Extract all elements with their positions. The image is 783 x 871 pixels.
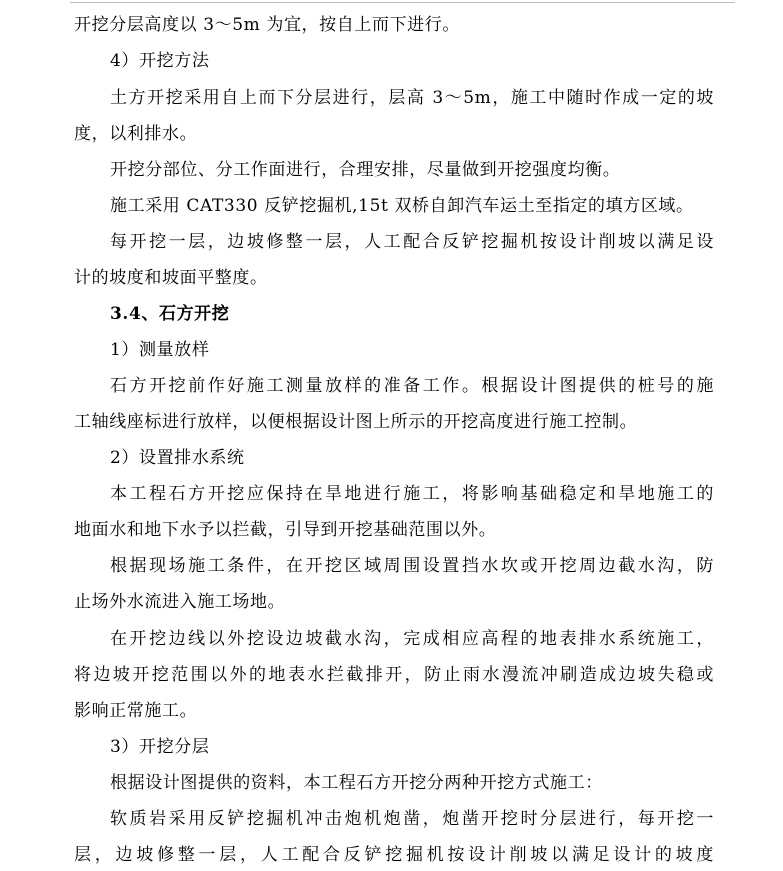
paragraph-line: 地面水和地下水予以拦截，引导到开挖基础范围以外。: [74, 520, 497, 540]
paragraph-line: 影响正常施工。: [74, 701, 198, 721]
paragraph-line: 本工程石方开挖应保持在旱地进行施工，将影响基础稳定和旱地施工的: [110, 484, 714, 504]
subsection-heading-excavation-method: 4）开挖方法: [110, 51, 210, 71]
subsection-heading-drainage: 2）设置排水系统: [110, 448, 245, 468]
paragraph-line: 土方开挖采用自上而下分层进行，层高 3～5m，施工中随时作成一定的坡: [110, 88, 714, 108]
paragraph-line: 施工采用 CAT330 反铲挖掘机,15t 双桥自卸汽车运土至指定的填方区域。: [110, 196, 694, 216]
paragraph-line: 在开挖边线以外挖设边坡截水沟，完成相应高程的地表排水系统施工，: [110, 629, 714, 649]
paragraph-line: 工轴线座标进行放样，以便根据设计图上所示的开挖高度进行施工控制。: [74, 412, 638, 432]
paragraph-line: 开挖分部位、分工作面进行，合理安排，尽量做到开挖强度均衡。: [110, 160, 621, 180]
section-heading-rock-excavation: 3.4、石方开挖: [110, 304, 230, 324]
paragraph-line: 层，边坡修整一层，人工配合反铲挖掘机按设计削坡以满足设计的坡度: [74, 845, 714, 865]
paragraph-line: 计的坡度和坡面平整度。: [74, 268, 268, 288]
subsection-heading-layering: 3）开挖分层: [110, 737, 210, 757]
paragraph-line: 根据现场施工条件，在开挖区域周围设置挡水坎或开挖周边截水沟，防: [110, 556, 714, 576]
paragraph-line: 石方开挖前作好施工测量放样的准备工作。根据设计图提供的桩号的施: [110, 376, 714, 396]
paragraph-line: 度，以利排水。: [74, 124, 198, 144]
paragraph-line: 止场外水流进入施工场地。: [74, 592, 286, 612]
paragraph-line: 根据设计图提供的资料，本工程石方开挖分两种开挖方式施工：: [110, 773, 603, 793]
header-divider: [70, 2, 735, 3]
paragraph-line: 开挖分层高度以 3～5m 为宜，按自上而下进行。: [74, 15, 460, 35]
paragraph-line: 将边坡开挖范围以外的地表水拦截排开，防止雨水漫流冲刷造成边坡失稳或: [74, 665, 714, 685]
subsection-heading-survey: 1）测量放样: [110, 340, 210, 360]
paragraph-line: 每开挖一层，边坡修整一层，人工配合反铲挖掘机按设计削坡以满足设: [110, 232, 714, 252]
paragraph-line: 软质岩采用反铲挖掘机冲击炮机炮凿，炮凿开挖时分层进行，每开挖一: [110, 809, 714, 829]
